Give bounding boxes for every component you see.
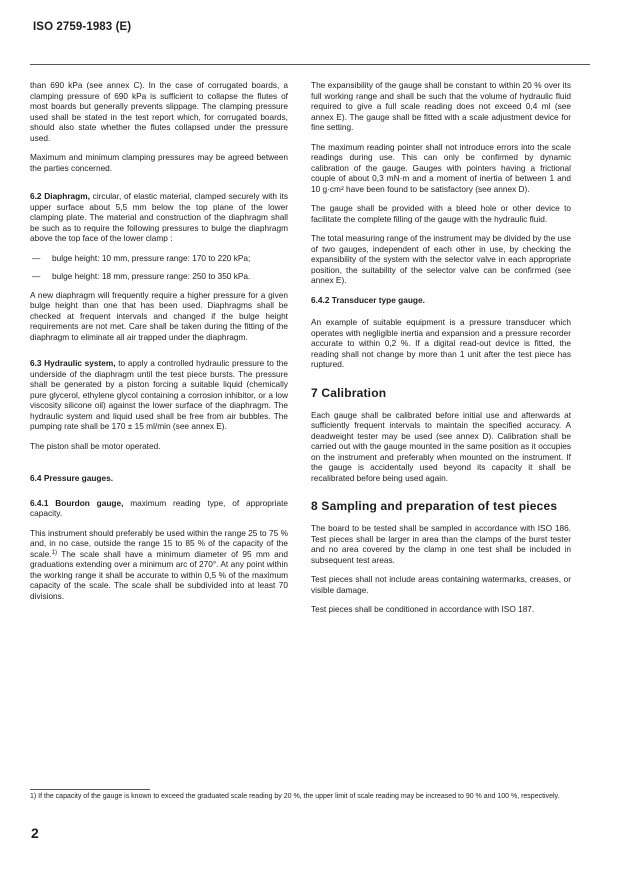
- section-6-4-2-heading: 6.4.2 Transducer type gauge.: [311, 294, 425, 305]
- paragraph-transducer: An example of suitable equipment is a pressure transducer which operates with negligible inertia and expansion and a pressure recorder accurate to within 0,2 %. If a digital read-out device is fitted, the reading shall not change by more than 1 unit after the test piece has ruptured.: [311, 317, 571, 369]
- list-item: [30, 253, 288, 264]
- document-header: ISO 2759-1983 (E): [33, 21, 132, 33]
- section-6-2-heading: 6.2 Diaphragm,: [30, 191, 90, 201]
- list-item-text: bulge height: 18 mm, pressure range: 250 to 350 kPa.: [52, 271, 251, 281]
- paragraph-calibration: Each gauge shall be calibrated before initial use and afterwards at sufficiently frequent intervals to maintain the specified accuracy. A deadweight tester may be used (see annex D). Calibration shall be carried out with the gauge mounted in the same position as it occupies on the instrument and preferably when mounted on the instrument. If the gauge is accidentally used beyond its capacity it shall be recalibrated before being used again.: [311, 409, 571, 483]
- list-item-text: bulge height: 10 mm, pressure range: 170 to 220 kPa;: [52, 252, 251, 263]
- footnote: 1) If the capacity of the gauge is known to exceed the graduated scale reading by 20 %, the upper limit of scale reading may be increased to 90 % and 100 %, respectively.: [30, 793, 560, 800]
- bourdon-range-text-b: The scale shall have a minimum diameter of 95 mm and graduations extending over a minimum arc of 270°. At any point within the working range it shall be accurate to within 0,5 % of the maximum capacity of the scale. The scale shall be subdivided into at least 70 divisions.: [30, 548, 288, 601]
- section-8-heading: 8 Sampling and preparation of test pieces: [311, 499, 558, 513]
- section-6-4: [30, 473, 288, 484]
- left-column: [30, 80, 288, 610]
- section-6-3-text: to apply a controlled hydraulic pressure to the underside of the diaphragm until the test piece bursts. The pressure shall be generated by a piston forcing a suitable liquid (chemically pure glycerol, ethylene glycol containing a corrosion inhibitor, or a low viscosity silicone oil) against the lower surface of the diaphragm. The hydraulic system and liquid used shall be free from air bubbles. The pumping rate shall be 170 ± 15 ml/min (see annex E).: [30, 358, 289, 431]
- right-column: [311, 80, 571, 624]
- paragraph-bleed-hole: The gauge shall be provided with a bleed hole or other device to facilitate the complete filling of the gauge with the hydraulic fluid.: [311, 203, 571, 224]
- page-number: 2: [31, 825, 39, 841]
- section-6-2-text: circular, of elastic material, clamped securely with its upper surface about 5,5 mm below the top plane of the lower clamping plate. The material and construction of the diaphragm shall be such as to require the following pressures to bulge the diaphragm above the top face of the lower clamp :: [30, 191, 289, 243]
- list-item: [30, 271, 288, 282]
- paragraph-sampling: The board to be tested shall be sampled in accordance with ISO 186. Test pieces shall be larger in area than the clamps of the burst tester and no area covered by the clamp in one test shall be included in subsequent test areas.: [311, 523, 571, 565]
- paragraph-conditioning: Test pieces shall be conditioned in accordance with ISO 187.: [311, 604, 535, 614]
- header-divider: [30, 64, 590, 65]
- section-6-4-1-text: maximum reading type, of appropriate capacity.: [30, 497, 288, 518]
- footnote-ref: 1): [51, 549, 58, 556]
- section-7-heading: 7 Calibration: [311, 385, 387, 400]
- paragraph-exclusions: Test pieces shall not include areas containing watermarks, creases, or visible damage.: [311, 574, 571, 595]
- section-6-2: [30, 191, 288, 244]
- section-6-3-heading: 6.3 Hydraulic system,: [30, 358, 116, 368]
- paragraph-bourdon-range: [30, 528, 288, 602]
- section-6-3: [30, 358, 288, 432]
- paragraph-max-reading-pointer: The maximum reading pointer shall not introduce errors into the scale readings during use. This can only be confirmed by dynamic calibration of the gauge. Gauges with pointers having a frictional couple of about 0,3 mN·m and a moment of inertia of between 1 and 10 g·cm² have been found to be satisfactory (see annex D).: [311, 141, 571, 194]
- paragraph-clamping-pressure: than 690 kPa (see annex C). In the case of corrugated boards, a clamping pressure of 690 kPa is sufficient to collapse the flutes of most boards but generally prevents slippage. The clamping pressure used shall be stated in the test report which, for corrugated boards, should also state whether the flutes collapsed under the pressure used.: [30, 80, 288, 143]
- section-6-4-heading: 6.4 Pressure gauges.: [30, 473, 114, 483]
- footnote-divider: [30, 789, 150, 790]
- paragraph-piston: The piston shall be motor operated.: [30, 440, 161, 451]
- list-dash: —: [32, 271, 41, 281]
- bourdon-range-text-a: This instrument should preferably be used within the range 25 to 75 % and, in no case, outside the range 15 to 85 % of the capacity of the scale.: [30, 527, 288, 559]
- paragraph-new-diaphragm: A new diaphragm will frequently require a higher pressure for a given bulge height than one that has been used. Diaphragms shall be checked at frequent intervals and changed if the bulge height requirements are not met. Care shall be taken during the fitting of the diaphragm to eliminate all air trapped under the diaphragm.: [30, 289, 288, 342]
- paragraph-agreed-pressures: Maximum and minimum clamping pressures may be agreed between the parties concerned.: [30, 152, 288, 173]
- paragraph-expansibility: The expansibility of the gauge shall be constant to within 20 % over its full working range and shall be such that the volume of hydraulic fluid required to give a full scale reading does not exceed 0,4 ml (see annex E). The gauge shall be fitted with a scale adjustment device for fine setting.: [311, 80, 571, 132]
- paragraph-measuring-range: The total measuring range of the instrument may be divided by the use of two gauges, independent of each other in use, by checking the expansibility of the system with the selector valve in each appropriate position, the suitability of the selector valve can be confirmed (see annex E).: [311, 233, 571, 285]
- section-6-4-1: [30, 498, 288, 519]
- section-6-4-1-heading: 6.4.1 Bourdon gauge,: [30, 497, 124, 508]
- list-dash: —: [32, 252, 41, 263]
- section-6-4-2: [311, 295, 571, 306]
